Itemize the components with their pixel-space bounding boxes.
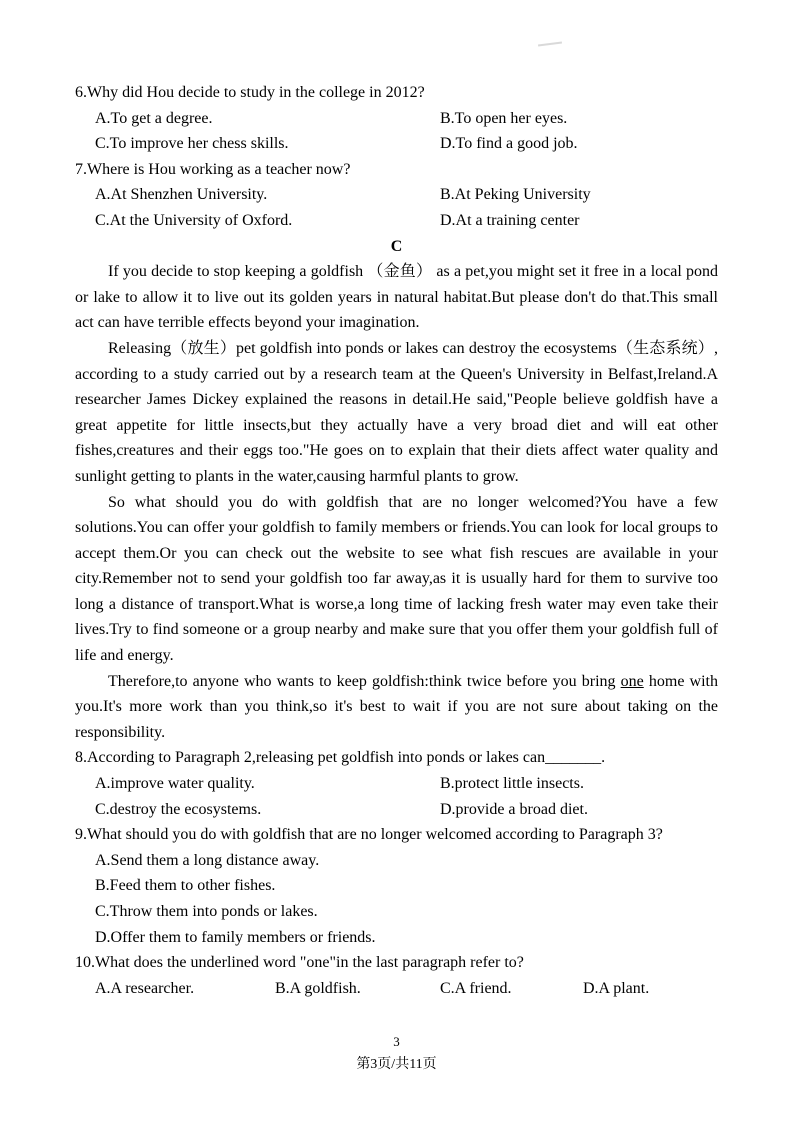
question-7-text: 7.Where is Hou working as a teacher now? (75, 160, 351, 178)
page-count-label: 第3页/共11页 (356, 1057, 437, 1072)
scan-artifact-mark (538, 42, 562, 47)
option-6-a: A.To get a degree. (95, 109, 213, 127)
paragraph-4-text-before: Therefore,to anyone who wants to keep goldfish:think twice before you bring (108, 672, 621, 690)
option-9-d: D.Offer them to family members or friends. (95, 928, 376, 946)
section-label-c: C (390, 237, 403, 255)
option-7-d: D.At a training center (440, 211, 580, 229)
question-10-options-row (75, 976, 718, 1002)
option-8-a: A.improve water quality. (95, 775, 255, 793)
page-content (75, 80, 718, 1001)
underlined-word-one: one (620, 672, 644, 690)
option-8-c: C.destroy the ecosystems. (95, 800, 262, 818)
option-8-b: B.protect little insects. (440, 775, 584, 793)
passage-paragraph-3: So what should you do with goldfish that are no longer welcomed?You have a few solutions.You can offer your goldfish to family members or friends.You can look for local groups to accept them.Or you can check out the website to see what fish rescues are available in your city.Remember not to send your goldfish too far away,as it is usually hard for them to survive too long a distance of transport.What is worse,a long time of lacking fresh water may even take their lives.Try to find someone or a group nearby and make sure that you offer them your goldfish full of life and energy. (75, 493, 718, 665)
page-footer (0, 1030, 793, 1076)
question-6-options-row-1 (75, 106, 718, 132)
passage-paragraph-2: Releasing（放生）pet goldfish into ponds or lakes can destroy the ecosystems（生态系统）, according to a study carried out by a research team at the Queen's University in Belfast,Ireland.A researcher James Dickey explained the reasons in detail.He said,"People believe goldfish have a great appetite for little insects,but they actually have a very broad diet and will eat other fishes,creatures and their eggs too."He goes on to explain that their diets affect water quality and sunlight getting to plants in the water,causing harmful plants to grow. (75, 339, 718, 485)
option-7-a: A.At Shenzhen University. (95, 186, 268, 204)
passage-paragraph-1: If you decide to stop keeping a goldfish （金鱼） as a pet,you might set it free in a local pond or lake to allow it to live out its golden years in natural habitat.But please don't do that.This small act can have terrible effects beyond your imagination. (75, 263, 718, 332)
option-9-b: B.Feed them to other fishes. (95, 877, 276, 895)
page-number: 3 (393, 1034, 400, 1049)
question-6-text: 6.Why did Hou decide to study in the college in 2012? (75, 84, 425, 101)
question-8-options-row-2 (75, 797, 718, 823)
question-10-text: 10.What does the underlined word "one"in the last paragraph refer to? (75, 954, 524, 972)
paragraph-4-text-after: home with you.It's more work than you think,so it's best to wait if you are not sure about taking on the responsibility. (75, 672, 718, 741)
option-9-c: C.Throw them into ponds or lakes. (95, 903, 318, 920)
option-10-c: C.A friend. (440, 979, 512, 997)
question-7-options-row-1 (75, 182, 718, 208)
question-9-text: 9.What should you do with goldfish that are no longer welcomed according to Paragraph 3? (75, 826, 663, 844)
option-7-c: C.At the University of Oxford. (95, 211, 293, 229)
question-7-options-row-2 (75, 208, 718, 234)
passage-paragraph-4 (75, 669, 718, 746)
option-10-a: A.A researcher. (95, 979, 195, 997)
option-9-a: A.Send them a long distance away. (95, 851, 320, 869)
option-10-d: D.A plant. (583, 979, 650, 997)
option-7-b: B.At Peking University (440, 186, 591, 204)
option-6-d: D.To find a good job. (440, 135, 578, 153)
option-6-b: B.To open her eyes. (440, 109, 568, 127)
option-10-b: B.A goldfish. (275, 979, 361, 997)
question-8-options-row-1 (75, 771, 718, 797)
option-6-c: C.To improve her chess skills. (95, 135, 289, 153)
option-8-d: D.provide a broad diet. (440, 800, 588, 818)
question-8-text: 8.According to Paragraph 2,releasing pet goldfish into ponds or lakes can_______. (75, 749, 606, 767)
question-6-options-row-2 (75, 131, 718, 157)
